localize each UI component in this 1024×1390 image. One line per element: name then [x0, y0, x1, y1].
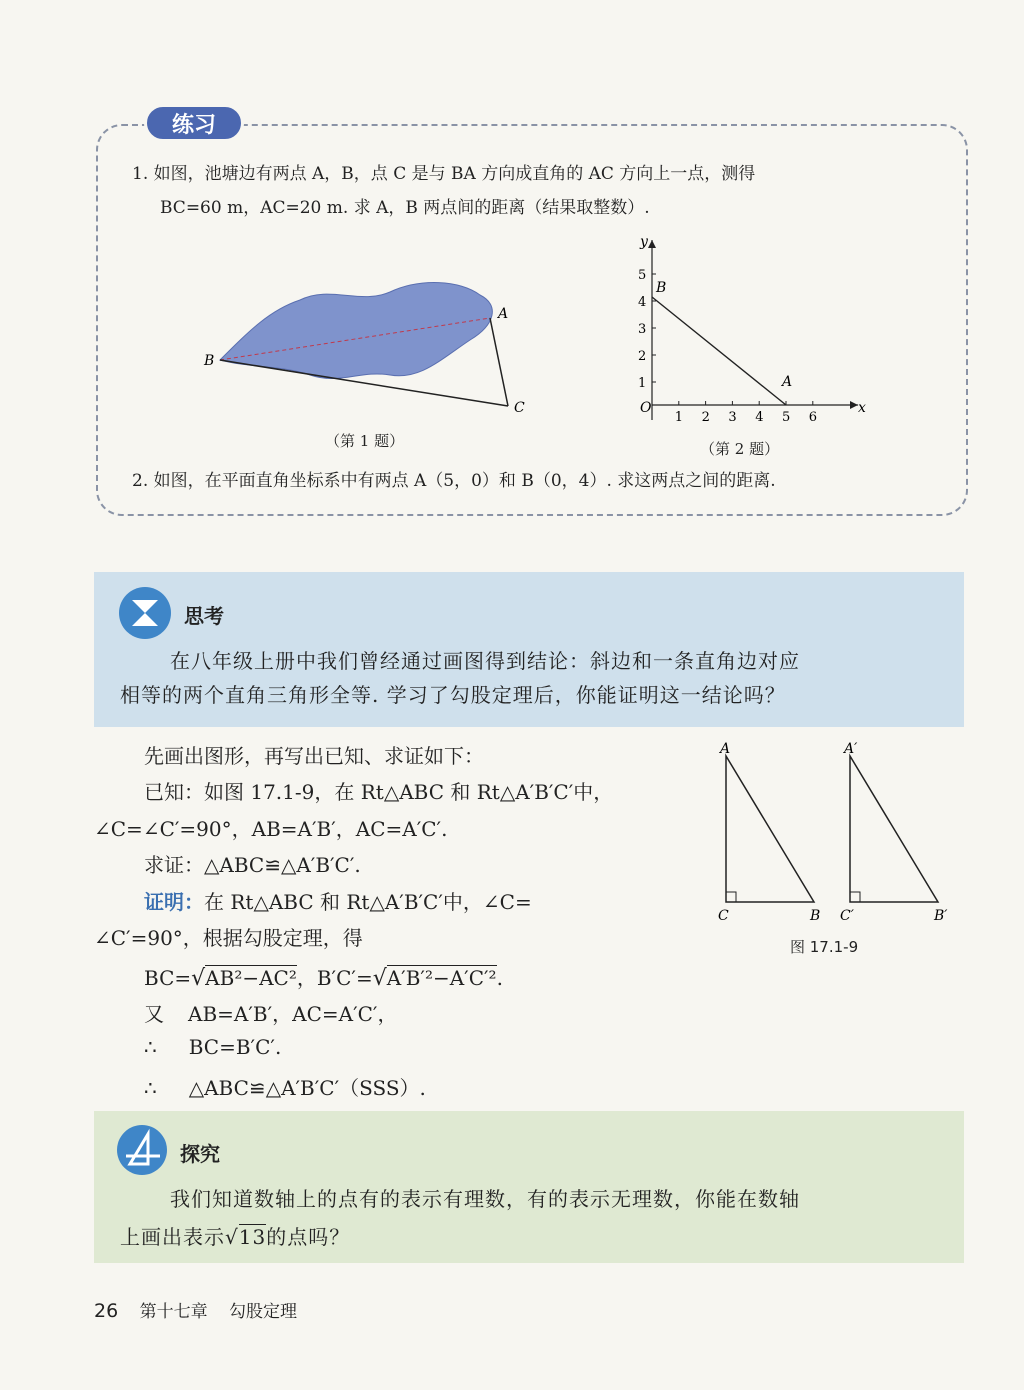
step3-lead: ∴ [144, 1076, 157, 1100]
chapter-title: 勾股定理 [229, 1302, 297, 1322]
proof-intro: 先画出图形，再写出已知、求证如下： [144, 744, 484, 768]
proof-step2 [144, 1035, 281, 1059]
exercise-q1-line2: BC=60 m，AC=20 m. 求 A，B 两点间的距离（结果取整数）. [160, 198, 650, 218]
figure-pond [190, 270, 550, 420]
proof-line1 [144, 886, 532, 915]
x-tick-label: 6 [808, 409, 818, 425]
think-line2: 相等的两个直角三角形全等. 学习了勾股定理后，你能证明这一结论吗？ [120, 683, 786, 707]
tri-label-c: C [718, 908, 729, 924]
proof-step1 [144, 998, 397, 1027]
tri-label-a: A [720, 741, 731, 757]
page-number: 26 [94, 1300, 119, 1322]
explore-title: 探究 [180, 1142, 220, 1166]
formula-mid: ，B′C′= [296, 966, 373, 990]
sqrt-13-sign: √ [225, 1225, 239, 1249]
figure2-caption: （第 2 题） [700, 440, 780, 458]
y-tick-label: 2 [638, 349, 647, 364]
think-icon [118, 586, 172, 640]
y-tick-label: 1 [638, 376, 647, 391]
formula-bc: BC= [144, 966, 192, 990]
y-axis-label: y [640, 234, 648, 250]
formula-bpcp-radicand: A′B′²−A′C′² [386, 966, 497, 990]
think-line1: 在八年级上册中我们曾经通过画图得到结论：斜边和一条直角边对应 [170, 649, 800, 673]
triangles-caption: 图 17.1-9 [790, 938, 859, 956]
x-tick-label: 5 [782, 409, 791, 425]
x-axis-arrow [850, 401, 858, 409]
pond-label-b: B [204, 353, 215, 369]
proof-given1: 已知：如图 17.1-9，在 Rt△ABC 和 Rt△A′B′C′中， [144, 780, 614, 804]
y-tick-label: 4 [638, 295, 647, 310]
sqrt-sign: √ [191, 966, 206, 991]
x-tick-label: 3 [728, 409, 737, 425]
x-tick-label: 2 [701, 409, 710, 425]
explore-icon [116, 1124, 168, 1176]
tri-label-b2: B′ [934, 908, 948, 924]
proof-line1-text: 在 Rt△ABC 和 Rt△A′B′C′中，∠C= [204, 890, 532, 914]
explore-line2 [120, 1218, 350, 1256]
x-axis-label: x [858, 400, 866, 416]
triangle-a2b2c2 [850, 756, 938, 902]
origin-label: O [640, 400, 652, 416]
proof-label: 证明： [144, 890, 204, 914]
point-a-label: A [782, 374, 793, 390]
pond-label-a: A [498, 306, 509, 322]
formula-end: . [496, 966, 503, 990]
proof-formula [144, 962, 503, 991]
explore-line1: 我们知道数轴上的点有的表示有理数，有的表示无理数，你能在数轴 [170, 1187, 800, 1211]
chapter-number: 第十七章 [139, 1302, 208, 1322]
tri-label-b: B [810, 908, 821, 924]
figure-coordinate-plane [618, 230, 868, 430]
exercise-tag: 练习 [144, 104, 244, 142]
explore-line2-pre: 上画出表示 [120, 1225, 225, 1249]
formula-bc-radicand: AB²−AC² [205, 966, 297, 990]
step1-text: AB=A′B′，AC=A′C′， [188, 1002, 398, 1026]
proof-step3 [144, 1072, 426, 1101]
y-tick-label: 5 [638, 268, 647, 283]
proof-line2: ∠C′=90°，根据勾股定理，得 [94, 926, 363, 950]
x-tick-label: 1 [674, 409, 684, 425]
triangle-abc [726, 756, 814, 902]
tri-label-c2: C′ [840, 908, 854, 924]
y-axis-arrow [648, 240, 656, 248]
step3-text: △ABC≌△A′B′C′（SSS）. [188, 1076, 426, 1100]
x-tick-label: 4 [755, 409, 764, 425]
figure1-caption: （第 1 题） [325, 432, 405, 450]
sqrt-sign-2: √ [372, 966, 387, 991]
step1-lead: 又 [144, 1002, 164, 1026]
step2-text: BC=B′C′. [188, 1035, 282, 1059]
point-b-label: B [656, 280, 667, 296]
step2-lead: ∴ [144, 1035, 157, 1059]
tri-label-a2: A′ [844, 741, 858, 757]
pond-label-c: C [514, 400, 525, 416]
line-ac [490, 318, 508, 406]
right-angle-c2 [850, 892, 860, 902]
right-angle-c [726, 892, 736, 902]
sqrt-13-radicand: 13 [238, 1225, 267, 1249]
explore-line2-post: 的点吗？ [266, 1225, 351, 1249]
segment-ab [652, 297, 786, 405]
pond-shape [220, 283, 492, 379]
y-tick-label: 3 [638, 322, 647, 337]
proof-given2: ∠C=∠C′=90°，AB=A′B′，AC=A′C′. [94, 817, 448, 841]
page-footer [94, 1297, 297, 1322]
exercise-q1-line1: 1. 如图，池塘边有两点 A，B，点 C 是与 BA 方向成直角的 AC 方向上一点，测得 [132, 164, 756, 184]
exercise-q2: 2. 如图，在平面直角坐标系中有两点 A（5，0）和 B（0，4）. 求这两点之间的距离. [132, 471, 776, 491]
proof-prove: 求证：△ABC≌△A′B′C′. [144, 853, 361, 877]
think-title: 思考 [184, 604, 224, 628]
figure-triangles [710, 740, 960, 930]
